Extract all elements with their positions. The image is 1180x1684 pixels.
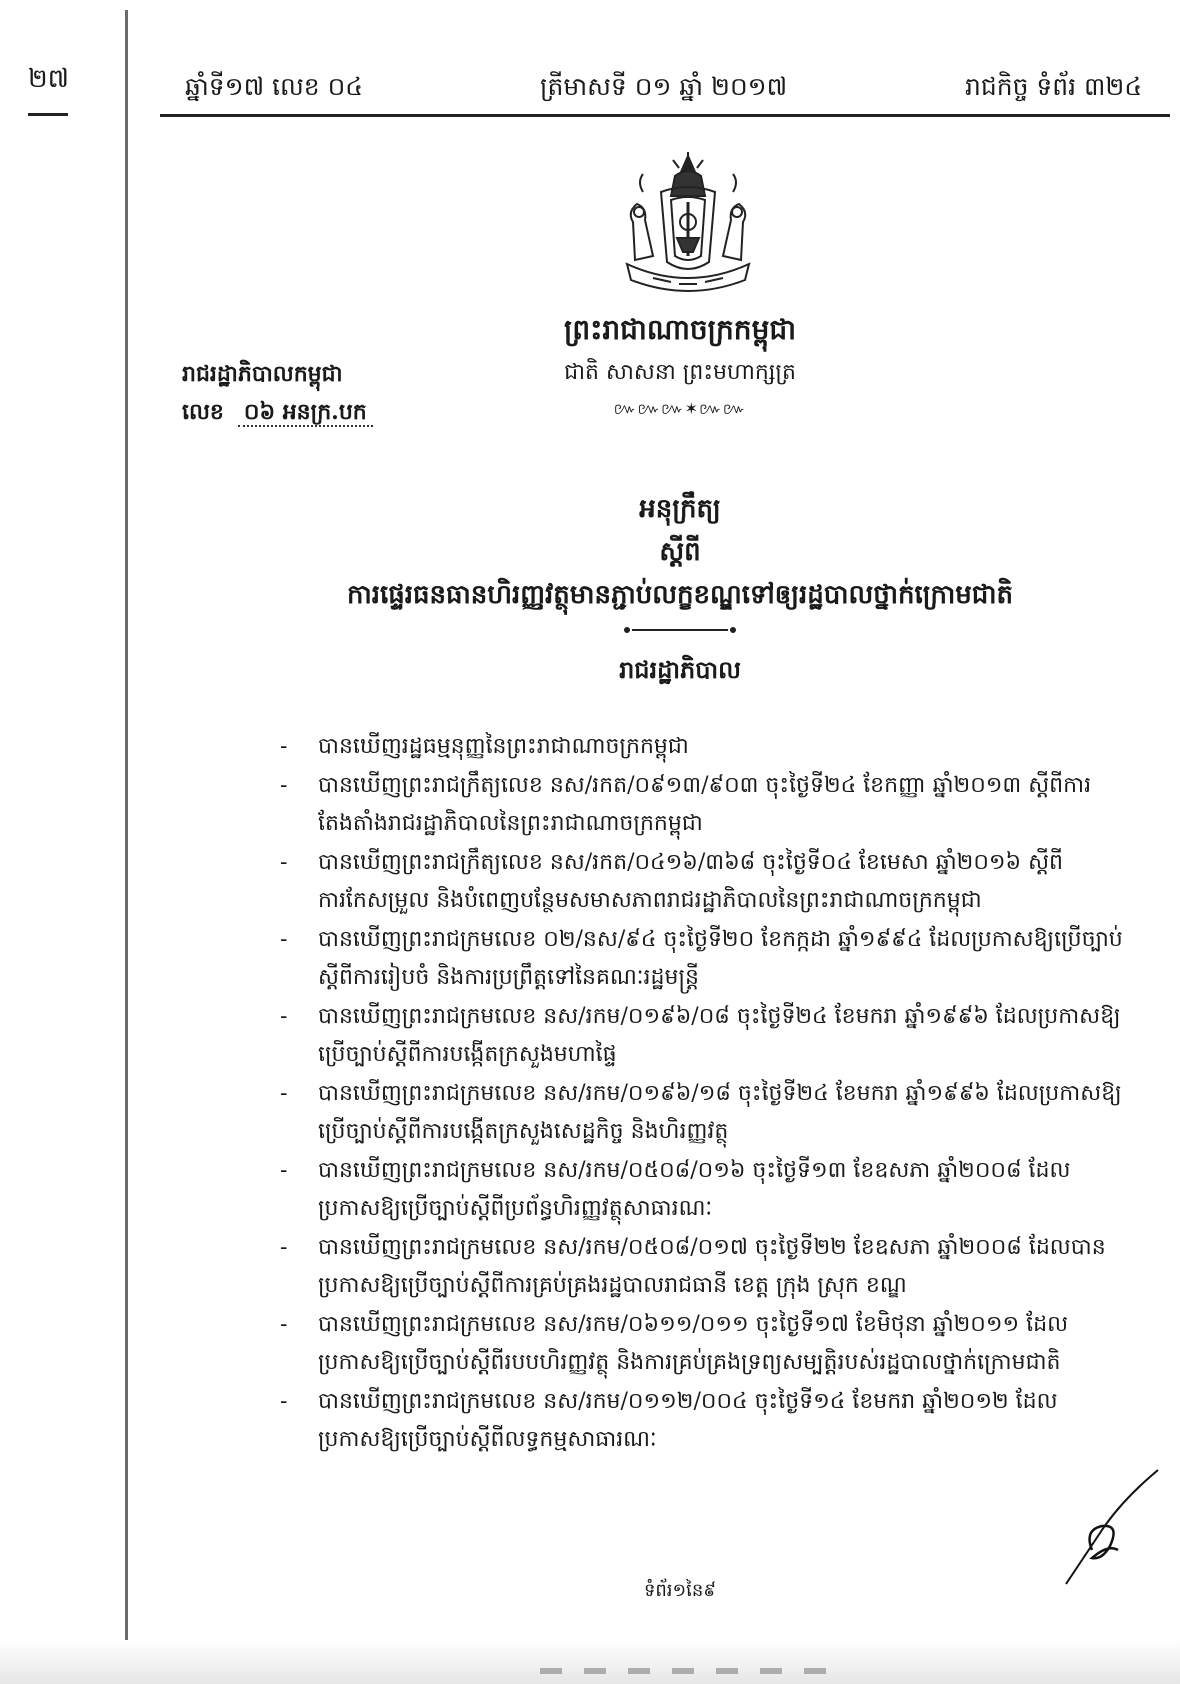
margin-page-number: ២៧ [28, 64, 70, 94]
list-item: - បានឃើញព្រះរាជក្រមលេខ នស/រកម/០៦១១/០១១ ចុះថ្ងៃទី១៧ ខែមិថុនា ឆ្នាំ២០១១ ដែលប្រកាសឱ្យប្រើច្បាប់ស្តីពីរបបហិរញ្ញវត្ថុ និងការគ្រប់គ្រងទ្រព្យសម្បត្តិរបស់រដ្ឋបាលថ្នាក់ក្រោមជាតិ [280, 1312, 1069, 1375]
kingdom-name: ព្រះរាជាណាចក្រកម្ពុជា [563, 313, 796, 346]
list-item: - បានឃើញរដ្ឋធម្មនុញ្ញនៃព្រះរាជាណាចក្រកម្ពុជា [280, 734, 689, 759]
header-rule [160, 114, 1170, 117]
list-item: - បានឃើញព្រះរាជក្រមលេខ នស/រកម/០១៩៦/១៨ ចុះថ្ងៃទី២៤ ខែមករា ឆ្នាំ១៩៩៦ ដែលប្រកាសឱ្យប្រើច្បាប់ស្តីពីការបង្កើតក្រសួងសេដ្ឋកិច្ច និងហិរញ្ញវត្ថុ [280, 1081, 1122, 1144]
title-divider [632, 629, 728, 631]
margin-rule [28, 113, 68, 116]
title-about: ស្តីពី [659, 537, 701, 567]
ornament-divider: ៚៚៚✶៚៚ [613, 399, 747, 418]
document-number [182, 398, 373, 430]
list-item: - បានឃើញព្រះរាជក្រមលេខ នស/រកម/០១៩៦/០៨ ចុះថ្ងៃទី២៤ ខែមករា ឆ្នាំ១៩៩៦ ដែលប្រកាសឱ្យប្រើច្បាប់ស្តីពីការបង្កើតក្រសួងមហាផ្ទៃ [280, 1004, 1121, 1067]
header-gazette-page: រាជកិច្ច ទំព័រ ៣២៤ [965, 72, 1143, 101]
issuer-name: រាជរដ្ឋាភិបាលកម្ពុជា [182, 361, 343, 387]
list-item: - បានឃើញព្រះរាជក្រមលេខ នស/រកម/០៥០៨/០១៧ ចុះថ្ងៃទី២២ ខែឧសភា ឆ្នាំ២០០៨ ដែលបានប្រកាសឱ្យប្រើច្បាប់ស្តីពីការគ្រប់គ្រងរដ្ឋបាលរាជធានី ខេត្ត ក្រុង ស្រុក ខណ្ឌ [280, 1235, 1106, 1298]
national-motto: ជាតិ សាសនា ព្រះមហាក្សត្រ [564, 360, 796, 385]
page-footer: ទំព័រ១នៃ៩ [643, 1580, 717, 1601]
list-item: - បានឃើញព្រះរាជក្រមលេខ ០២/នស/៩៤ ចុះថ្ងៃទី២០ ខែកក្កដា ឆ្នាំ១៩៩៤ ដែលប្រកាសឱ្យប្រើច្បាប់ស្តីពីការរៀបចំ និងការប្រព្រឹត្តទៅនៃគណៈរដ្ឋមន្ត្រី [280, 927, 1123, 990]
list-item: - បានឃើញព្រះរាជក្រមលេខ នស/រកម/០១១២/០០៤ ចុះថ្ងៃទី១៤ ខែមករា ឆ្នាំ២០១២ ដែលប្រកាសឱ្យប្រើច្បាប់ស្តីពីលទ្ធកម្មសាធារណៈ [280, 1389, 1058, 1452]
list-item: - បានឃើញព្រះរាជក្រឹត្យលេខ នស/រកត/០៩១៣/៩០៣ ចុះថ្ងៃទី២៤ ខែកញ្ញា ឆ្នាំ២០១៣ ស្តីពីការតែងតាំងរាជរដ្ឋាភិបាលនៃព្រះរាជាណាចក្រកម្ពុជា [280, 773, 1092, 836]
header-year-issue: ឆ្នាំទី១៧ លេខ ០៤ [185, 72, 364, 101]
header-quarter: ត្រីមាសទី ០១ ឆ្នាំ ២០១៧ [540, 72, 788, 101]
document-subject: ការផ្ទេរធនធានហិរញ្ញវត្ថុមានភ្ជាប់លក្ខខណ្ឌទៅឲ្យរដ្ឋបាលថ្នាក់ក្រោមជាតិ [346, 580, 1014, 610]
list-item: - បានឃើញព្រះរាជក្រឹត្យលេខ នស/រកត/០៤១៦/៣៦៨ ចុះថ្ងៃទី០៤ ខែមេសា ឆ្នាំ២០១៦ ស្តីពីការកែសម្រួល និងបំពេញបន្ថែមសមាសភាពរាជរដ្ឋាភិបាលនៃព្រះរាជាណាចក្រកម្ពុជា [280, 850, 1064, 913]
document-number-value: ០៦ អនក្រ.បក [238, 399, 373, 427]
handwritten-initials [1062, 1460, 1162, 1590]
binding-shadow [125, 10, 128, 1670]
issuing-authority: រាជរដ្ឋាភិបាល [619, 655, 741, 684]
document-type: អនុក្រឹត្យ [639, 494, 721, 524]
scan-marks [540, 1668, 840, 1674]
scan-edge [0, 1640, 1180, 1684]
document-number-label: លេខ [182, 399, 224, 425]
royal-emblem-icon [613, 152, 763, 300]
preamble-clauses [280, 728, 1140, 1460]
list-item: - បានឃើញព្រះរាជក្រមលេខ នស/រកម/០៥០៨/០១៦ ចុះថ្ងៃទី១៣ ខែឧសភា ឆ្នាំ២០០៨ ដែលប្រកាសឱ្យប្រើច្បាប់ស្តីពីប្រព័ន្ធហិរញ្ញវត្ថុសាធារណៈ [280, 1158, 1071, 1221]
